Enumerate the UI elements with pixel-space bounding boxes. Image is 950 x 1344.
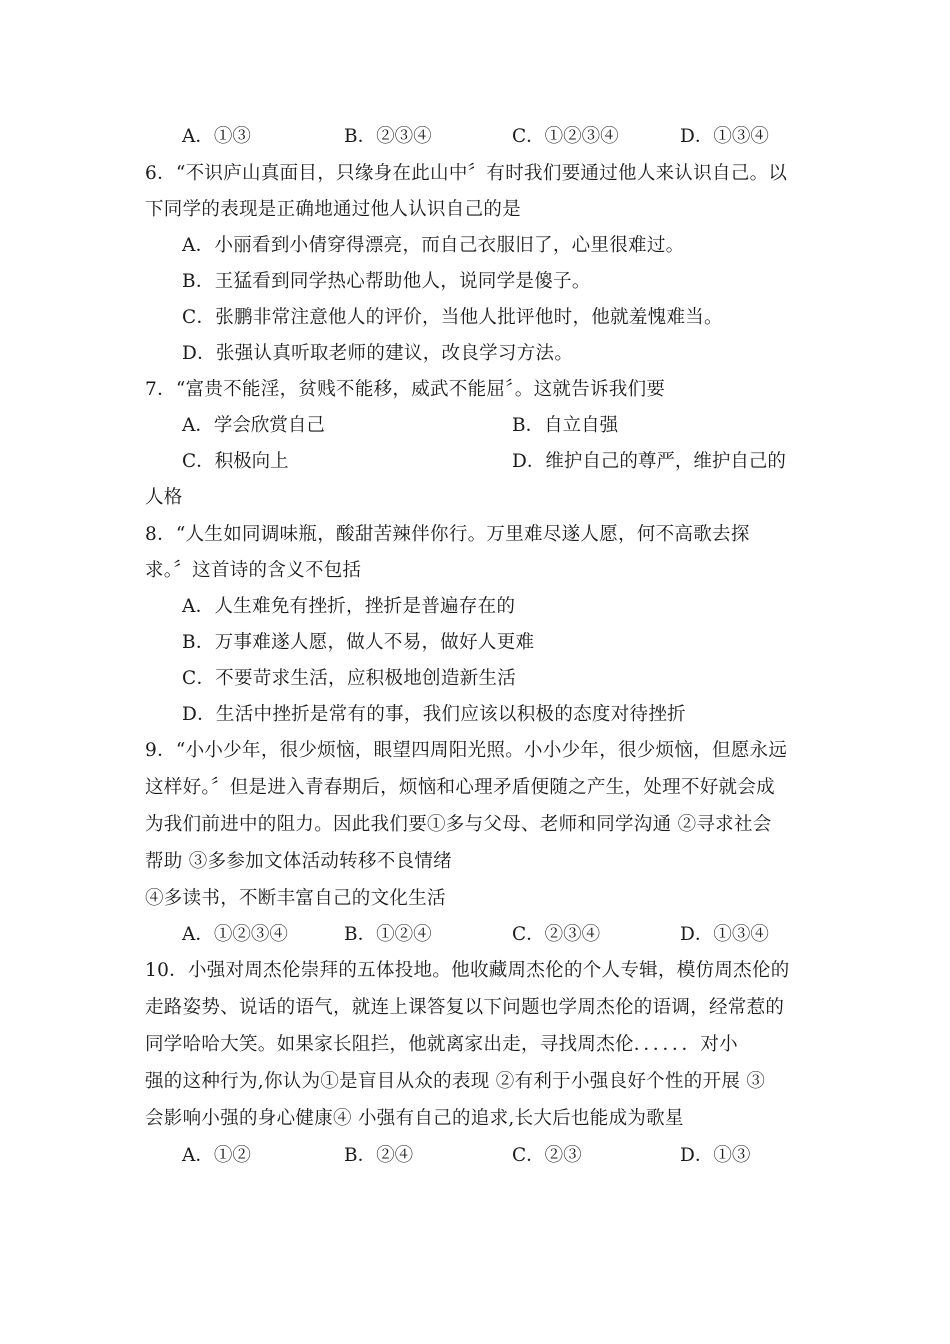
q9-stem-line-4: 帮助 ③多参加文体活动转移不良情绪 [145,851,452,872]
q5-option-a: A．①③ [182,126,251,147]
q6-option-a: A．小丽看到小倩穿得漂亮，而自己衣服旧了，心里很难过。 [182,235,685,256]
q7-option-d-wrap: 人格 [145,487,183,508]
q6-option-c: C．张鹏非常注意他人的评价，当他人批评他时，他就羞愧难当。 [182,307,723,328]
q9-stem-line-2: 这样好。〞但是进入青春期后，烦恼和心理矛盾便随之产生，处理不好就会成 [145,777,775,798]
q7-option-a: A．学会欣赏自己 [182,415,325,436]
q7-stem: 7．“富贵不能淫，贫贱不能移，威武不能屈〞。这就告诉我们要 [145,379,666,400]
q10-option-c: C．②③ [512,1145,582,1166]
q7-option-c: C．积极向上 [182,451,289,472]
q10-stem-line-2: 走路姿势、说话的语气，就连上课答复以下问题也学周杰伦的语调，经常惹的 [145,997,785,1018]
q10-option-a: A．①② [182,1145,251,1166]
q10-stem-line-1: 10．小强对周杰伦崇拜的五体投地。他收藏周杰伦的个人专辑，模仿周杰伦的 [145,960,790,981]
q5-option-d: D．①③④ [680,126,769,147]
q9-option-c: C．②③④ [512,924,601,945]
q8-option-d: D．生活中挫折是常有的事，我们应该以积极的态度对待挫折 [182,704,686,725]
q6-option-d: D．张强认真听取老师的建议，改良学习方法。 [182,343,574,364]
q8-stem-line-2: 求。〞这首诗的含义不包括 [145,560,362,581]
q8-option-c: C．不要苛求生活，应积极地创造新生活 [182,668,517,689]
q6-stem-line-2: 下同学的表现是正确地通过他人认识自己的是 [145,199,522,220]
q10-option-b: B．②④ [344,1145,414,1166]
q9-stem-line-5: ④多读书，不断丰富自己的文化生活 [145,888,446,909]
q9-option-b: B．①②④ [344,924,432,945]
q8-stem-line-1: 8．“人生如同调味瓶，酸甜苦辣伴你行。万里难尽遂人愿，何不高歌去探 [145,524,750,545]
q5-option-b: B．②③④ [344,126,432,147]
q10-stem-line-4: 强的这种行为,你认为①是盲目从众的表现 ②有利于小强良好个性的开展 ③ [145,1071,766,1092]
q9-option-d: D．①③④ [680,924,769,945]
q9-stem-line-1: 9．“小小少年，很少烦恼，眼望四周阳光照。小小少年，很少烦恼，但愿永远 [145,740,788,761]
q6-option-b: B．王猛看到同学热心帮助他人，说同学是傻子。 [182,271,591,292]
q8-option-a: A．人生难免有挫折，挫折是普遍存在的 [182,596,516,617]
q6-stem-line-1: 6．“不识庐山真面目，只缘身在此山中〞有时我们要通过他人来认识自己。以 [145,163,788,184]
q7-option-d: D．维护自己的尊严，维护自己的 [512,451,786,472]
q10-stem-line-3: 同学哈哈大笑。如果家长阻拦，他就离家出走，寻找周杰伦．．．．．．对小 [145,1034,738,1055]
q9-option-a: A．①②③④ [182,924,288,945]
q9-stem-line-3: 为我们前进中的阻力。因此我们要①多与父母、老师和同学沟通 ②寻求社会 [145,814,772,835]
q7-option-b: B．自立自强 [512,415,619,436]
q10-stem-line-5: 会影响小强的身心健康④ 小强有自己的追求,长大后也能成为歌星 [145,1108,684,1129]
q8-option-b: B．万事难遂人愿，做人不易，做好人更难 [182,632,535,653]
q5-option-c: C．①②③④ [512,126,619,147]
q10-option-d: D．①③ [680,1145,751,1166]
